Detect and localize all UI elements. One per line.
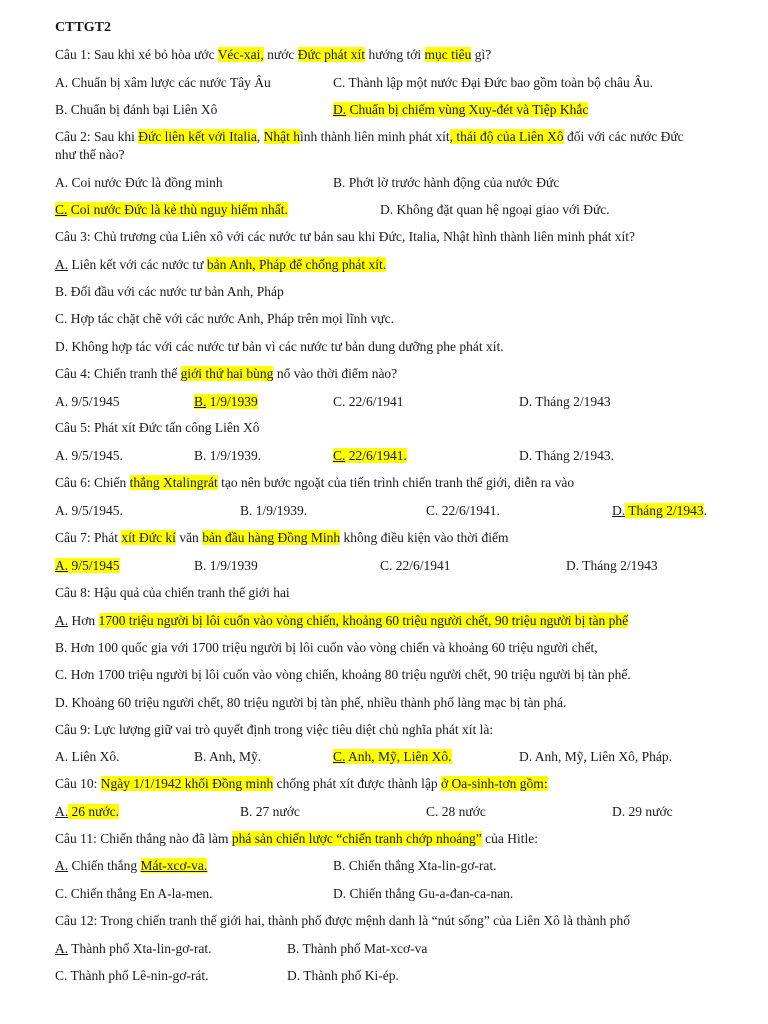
question-7-option-b: B. 1/9/1939: [194, 558, 258, 573]
question-1-option-b: B. Chuẩn bị đánh bại Liên Xô: [55, 102, 218, 117]
question-3-option-a: A. Liên kết với các nước tư bản Anh, Pháp để chống phát xít.: [55, 257, 387, 272]
question-1-option-d: D. Chuẩn bị chiếm vùng Xuy-đét và Tiệp Khắc: [333, 102, 589, 117]
question-3-stem: Câu 3: Chủ trương của Liên xô với các nước tư bản sau khi Đức, Italia, Nhật hình thành liên minh phát xít?: [55, 229, 636, 244]
question-7-option-d: D. Tháng 2/1943: [566, 558, 658, 573]
question-5-stem: Câu 5: Phát xít Đức tấn công Liên Xô: [55, 420, 260, 435]
question-10-option-d: D. 29 nước: [612, 804, 673, 819]
question-9-option-b: B. Anh, Mỹ.: [194, 749, 262, 764]
question-7-option-a: A. 9/5/1945: [55, 558, 120, 573]
question-10-option-c: C. 28 nước: [426, 804, 486, 819]
question-5-option-d: D. Tháng 2/1943.: [519, 448, 614, 463]
question-11-option-b: B. Chiến thắng Xta-lin-gơ-rat.: [333, 858, 497, 873]
question-11-option-d: D. Chiến thắng Gu-a-đan-ca-nan.: [333, 886, 514, 901]
question-9-option-c: C. Anh, Mỹ, Liên Xô.: [333, 749, 452, 764]
question-11-option-a: A. Chiến thắng Mát-xcơ-va.: [55, 858, 208, 873]
question-6-option-d: D. Tháng 2/1943.: [612, 503, 707, 518]
question-1-option-a: A. Chuẩn bị xâm lược các nước Tây Âu: [55, 75, 271, 90]
question-1-option-c: C. Thành lập một nước Đại Đức bao gồm toàn bộ châu Âu.: [333, 75, 653, 90]
question-7-option-c: C. 22/6/1941: [380, 558, 451, 573]
question-8-option-c: C. Hơn 1700 triệu người bị lôi cuốn vào vòng chiến, khoảng 80 triệu người chết, 90 triệu người bị tàn phế.: [55, 667, 631, 682]
question-12-option-a: A. Thành phố Xta-lin-gơ-rat.: [55, 941, 212, 956]
question-12-option-b: B. Thành phố Mat-xcơ-va: [287, 941, 428, 956]
question-3-option-c: C. Hợp tác chặt chẽ với các nước Anh, Pháp trên mọi lĩnh vực.: [55, 311, 394, 326]
question-8-option-b: B. Hơn 100 quốc gia với 1700 triệu người bị lôi cuốn vào vòng chiến và khoảng 60 triệu người chết,: [55, 640, 598, 655]
question-6-stem: Câu 6: Chiến thắng Xtalingrát tạo nên bước ngoặt của tiến trình chiến tranh thế giới, diễn ra vào: [55, 475, 575, 490]
question-7-stem: Câu 7: Phát xít Đức kí văn bản đầu hàng Đồng Minh không điều kiện vào thời điểm: [55, 530, 509, 545]
question-10-option-a: A. 26 nước.: [55, 804, 119, 819]
question-8-option-d: D. Khoảng 60 triệu người chết, 80 triệu người bị tàn phế, nhiều thành phố làng mạc bị tàn phá.: [55, 695, 567, 710]
question-12-stem: Câu 12: Trong chiến tranh thế giới hai, thành phố được mệnh danh là “nút sống” của Liên Xô là thành phố: [55, 913, 630, 928]
question-8-option-a: A. Hơn 1700 triệu người bị lôi cuốn vào vòng chiến, khoảng 60 triệu người chết, 90 triệu người bị tàn phế: [55, 613, 629, 628]
question-6-option-c: C. 22/6/1941.: [426, 503, 500, 518]
question-6-option-a: A. 9/5/1945.: [55, 503, 123, 518]
question-2-stem-continued: như thế nào?: [55, 147, 125, 162]
question-6-option-b: B. 1/9/1939.: [240, 503, 308, 518]
question-9-option-a: A. Liên Xô.: [55, 749, 120, 764]
question-5-option-b: B. 1/9/1939.: [194, 448, 262, 463]
question-2-option-c: C. Coi nước Đức là kẻ thù nguy hiểm nhất.: [55, 202, 288, 217]
question-12-option-d: D. Thành phố Ki-ép.: [287, 968, 399, 983]
question-11-stem: Câu 11: Chiến thắng nào đã làm phá sản chiến lược “chiến tranh chớp nhoáng” của Hitle:: [55, 831, 538, 846]
question-11-option-c: C. Chiến thắng En A-la-men.: [55, 886, 213, 901]
question-2-option-d: D. Không đặt quan hệ ngoại giao với Đức.: [380, 202, 610, 217]
question-5-option-a: A. 9/5/1945.: [55, 448, 123, 463]
question-4-option-c: C. 22/6/1941: [333, 394, 404, 409]
question-9-stem: Câu 9: Lực lượng giữ vai trò quyết định trong việc tiêu diệt chủ nghĩa phát xít là:: [55, 722, 494, 737]
question-4-option-d: D. Tháng 2/1943: [519, 394, 611, 409]
question-3-option-b: B. Đối đầu với các nước tư bản Anh, Pháp: [55, 284, 284, 299]
question-4-stem: Câu 4: Chiến tranh thế giới thứ hai bùng nổ vào thời điểm nào?: [55, 366, 398, 381]
question-12-option-c: C. Thành phố Lê-nin-gơ-rát.: [55, 968, 209, 983]
question-3-option-d: D. Không hợp tác với các nước tư bản vì các nước tư bản dung dưỡng phe phát xít.: [55, 339, 504, 354]
question-2-stem: Câu 2: Sau khi Đức liên kết với Italia, Nhật hình thành liên minh phát xít, thái độ của Liên Xô đối với các nước Đức: [55, 129, 684, 144]
question-2-option-a: A. Coi nước Đức là đồng minh: [55, 175, 223, 190]
question-1-stem: Câu 1: Sau khi xé bỏ hòa ước Véc-xai, nước Đức phát xít hướng tới mục tiêu gì?: [55, 47, 492, 62]
question-10-option-b: B. 27 nước: [240, 804, 300, 819]
question-10-stem: Câu 10: Ngày 1/1/1942 khối Đồng minh chống phát xít được thành lập ở Oa-sinh-tơn gồm:: [55, 776, 548, 791]
question-4-option-b: B. 1/9/1939: [194, 394, 258, 409]
question-8-stem: Câu 8: Hậu quả của chiến tranh thế giới hai: [55, 585, 290, 600]
doc-title: CTTGT2: [55, 20, 112, 35]
question-4-option-a: A. 9/5/1945: [55, 394, 120, 409]
question-9-option-d: D. Anh, Mỹ, Liên Xô, Pháp.: [519, 749, 672, 764]
question-5-option-c: C. 22/6/1941.: [333, 448, 407, 463]
question-2-option-b: B. Phớt lờ trước hành động của nước Đức: [333, 175, 560, 190]
